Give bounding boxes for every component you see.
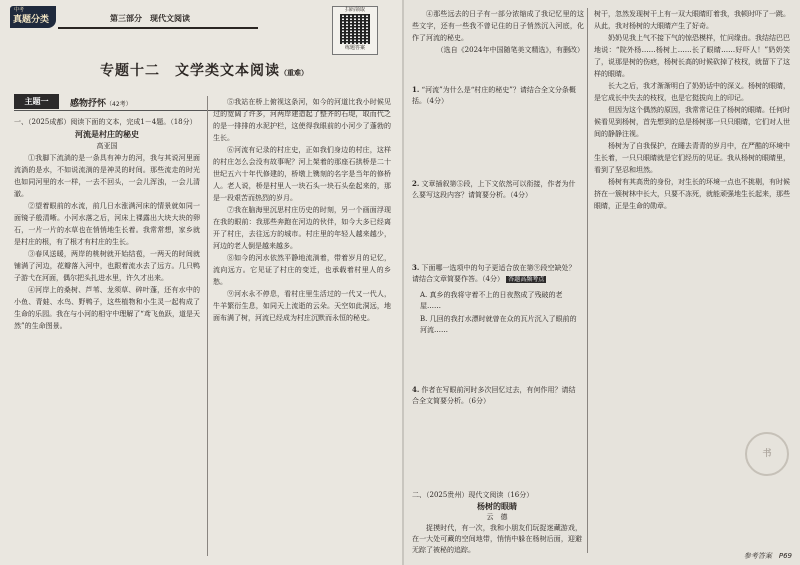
frequent-topic-badge: 答题高频考点 xyxy=(508,276,545,283)
question-number: 1. xyxy=(412,85,420,94)
topic-title-text: 专题十二 文学类文本阅读 xyxy=(100,63,280,79)
question-number: 3. xyxy=(412,263,420,272)
story-2-title: 杨树的眼睛 xyxy=(477,501,517,511)
paragraph: 杨树有其高贵的身份，对生长的环境一点也不挑剔，有时候挤在一簇树林中长大，只要不冻死，就能顽强地生长起来，那些眼睛，正是生命的勋章。 xyxy=(594,178,790,210)
paragraph: 但因为这个偶然的原因，我常常记住了杨树的眼睛。任何时候看见到杨树，首先想到的总是杨树那一只只眼睛，它们对人世间的静静注视。 xyxy=(594,106,790,138)
paragraph: ⑥河流有记录的村庄史，正如我们身边的村庄，这样的村庄怎么会没有故事呢？河上架着的那座石拱桥是二十世纪五六十年代修建的，桥墩上镌刻的名字是当年的修桥人。老人说，桥是村里人一块石头一块石头垒起来的，那是一段艰苦而热烈的岁月。 xyxy=(213,146,391,202)
option-letter: A. xyxy=(420,291,428,299)
column-divider xyxy=(587,8,588,553)
logo-title: 真题分类 xyxy=(13,15,50,25)
paragraph: ①我脚下流淌的是一条具有神力的河，我与其说河里面流淌的是水，不如说流淌的是神灵的时间。那些流走的时光也如同河里的水一样，一去不回头，一会儿浑浊，一会儿清澈。 xyxy=(14,154,200,198)
paragraph: ⑧如今的河水依然平静地流淌着，带着岁月的记忆，流向远方。它见证了村庄的变迁，也承载着村里人的乡愁。 xyxy=(213,254,391,286)
question-text: 作者在写眼前河时多次回忆过去，有何作用？请结合全文简要分析。（6分） xyxy=(412,386,576,405)
paragraph: ②望着眼前的水流，前几日水涨满河床的情景就如同一面镜子般清晰。小河水落之后，河床上裸露出大块大块的卵石，一片一片的水草也在悄悄地生长着。我常常想，家乡就是村庄的根，有了根才有村庄的生长。 xyxy=(14,202,200,246)
paragraph: ⑦我在脑海里沉思村庄历史的时刻，另一个画面浮现在我的眼前：我那些奔跑在河边的伙伴，如今大多已经离开了村庄，去往远方的城市。村庄里的年轻人越来越少，河边的老人倒是越来越多。 xyxy=(213,206,391,250)
section-count: （42考） xyxy=(106,101,132,108)
option-text: 真乡的我将守着不上的日夜熬成了残破的老屋…… xyxy=(420,291,563,310)
left-column-2 xyxy=(213,96,391,324)
qr-code-box[interactable] xyxy=(332,6,378,55)
question-number: 4. xyxy=(412,385,420,394)
paragraph: ③春风送暖，两岸的桃树就开始结苞，一两天的时间就铺满了河边，花瓣落入河中，也跟着流水去了远方。几只鸭子游弋在河面，偶尔把头扎进水里，许久才出来。 xyxy=(14,250,200,282)
paragraph: ④那些远去的日子有一部分浓缩成了我记忆里的这些文字，还有一些我不曾记住的日子悄然沉入河底，化作了河流的秘史。 xyxy=(412,10,584,42)
qr-bottom-label: 练题答案 xyxy=(344,45,365,51)
paragraph: 捉摸时代，有一次，我和小朋友们玩捉迷藏游戏，在一大处可藏的空间地带，悄悄中躲在杨树后面，迎避无踪了被秘的追踪。 xyxy=(412,524,582,554)
reading-intro: 一、（2025成都）阅读下面的文本，完成1－4题。（18分） xyxy=(14,118,197,126)
left-column-1 xyxy=(14,116,200,332)
section-tag: 主题一 xyxy=(14,94,59,109)
section-2-intro: 二、（2025贵州）现代文阅读（16分） xyxy=(412,491,534,499)
logo-subtitle: 中考 xyxy=(14,7,25,13)
paragraph: 长大之后，我才渐渐明白了奶奶话中的深义。杨树的眼睛，是它成长中失去的枝杈，也是它挺拔向上的印记。 xyxy=(594,82,790,102)
paragraph: 奶奶见我上气不接下气的惊恐模样，忙问缘由。我结结巴巴地说：“院外杨……杨树上……长了眼睛……好吓人！”奶奶笑了，说那是树的伤疤，杨树长高的时候砍掉了枝杈，就留下了这样的眼睛。 xyxy=(594,34,790,78)
section-title-text: 感物抒怀 xyxy=(70,99,107,109)
page-header xyxy=(10,6,385,51)
qr-code-icon[interactable] xyxy=(340,14,370,44)
difficulty-tag: （重难） xyxy=(280,69,308,77)
right-top-text xyxy=(412,8,584,56)
question-text: 下面哪一选项中的句子更适合放在第⑨段空缺处？请结合文章简要作答。（4分） xyxy=(412,264,576,283)
question-1 xyxy=(412,84,582,107)
story-author: 高亚国 xyxy=(96,142,118,150)
part-title: 第三部分 现代文阅读 xyxy=(110,14,190,23)
question-text: 文章插叙第⑤段，上下文依然可以衔接，作者为什么要写这段内容？请简要分析。（4分） xyxy=(412,180,576,199)
option-b xyxy=(412,314,582,336)
question-4 xyxy=(412,384,582,407)
paragraph: ⑨河水永不停息，看村庄里生活过的一代又一代人，牛羊繁衍生息，如同天上流逝的云朵。天空如此洞远，地面布满了树，河流已经成为村庄沉默而永恒的秘史。 xyxy=(213,290,391,322)
page-footer: 参考答案 P69 xyxy=(743,552,792,560)
question-number: 2. xyxy=(412,179,420,188)
option-a xyxy=(412,290,582,312)
paragraph: ④河岸上的桑树、芦苇、龙须草、碎叶蓬，还有水中的小鱼、青蛙、水鸟、野鸭子，这些植物和小生灵一起构成了生命的乐园。我在与小河的相守中理解了“鸢飞鱼跃，道是天然”的生命图景。 xyxy=(14,286,200,330)
question-2 xyxy=(412,178,582,201)
story-title: 河流是村庄的秘史 xyxy=(75,129,139,139)
section-title xyxy=(70,96,132,109)
section-2 xyxy=(412,490,582,556)
topic-title xyxy=(100,60,308,80)
right-page xyxy=(404,0,800,565)
question-text: “河流”为什么是“村庄的秘史”？请结合全文分条概括。（4分） xyxy=(412,86,576,105)
qr-top-label: 扫码领取 xyxy=(344,7,365,13)
right-column-2 xyxy=(594,8,790,212)
paragraph: 树干，忽然发现树干上有一双大眼睛盯着我，我顿时吓了一跳。从此，我对杨树的大眼睛产生了好奇。 xyxy=(594,10,790,30)
source-note: （选自《2024年中国随笔美文精选》，有删改） xyxy=(436,46,584,54)
story-2-author: 云 德 xyxy=(486,513,508,521)
series-logo xyxy=(10,6,56,28)
paragraph: ⑤我站在桥上俯视这条河，如今的河道比我小时候见过的宽阔了许多，河两岸建造起了整齐的石堤，取而代之的是一排排的水泥护栏，这使得我眼前的小河少了蓬勃的生长。 xyxy=(213,98,391,142)
option-text: 几回的我打水漂时就曾在众的瓦片沉入了眼前的河流…… xyxy=(420,315,577,334)
column-divider xyxy=(207,96,208,556)
option-letter: B. xyxy=(420,315,428,323)
paragraph: 杨树为了自我保护，在睡去青青的岁月中，在严酷的环境中生长着，一只只眼睛就是它们经历的见证。我从杨树的眼睛里，看到了坚忍和坦然。 xyxy=(594,142,790,174)
watermark-stamp-icon: 书 xyxy=(745,432,789,476)
question-3 xyxy=(412,262,582,285)
